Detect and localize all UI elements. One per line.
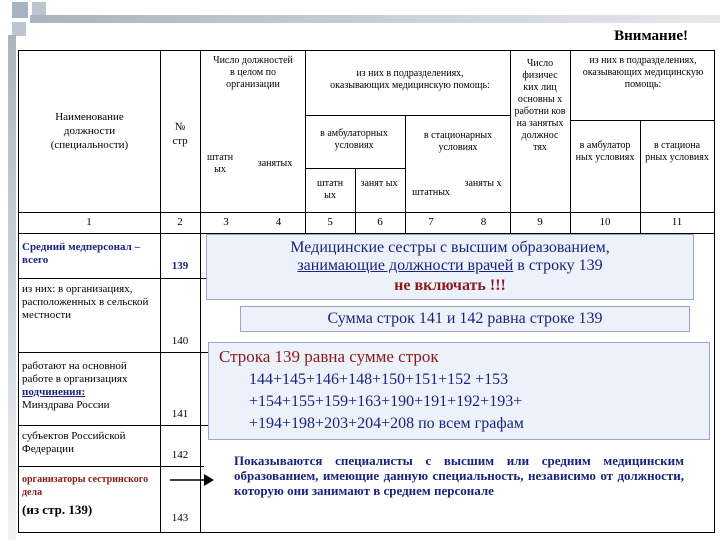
header-of-them-persons: из них в подразделениях, оказывающих медицинскую помощь: [582, 55, 704, 90]
header-name-col: Наименование должности (специальности) [50, 111, 129, 151]
row-label-142: субъектов Российской Федерации [22, 430, 126, 455]
col-number: 9 [537, 216, 543, 228]
header-persons: Число физичес ких лиц основны х работни ков на занятых должнос тях [514, 58, 566, 153]
note-sum-141-142-box [240, 306, 690, 332]
header-occupied: занятых [257, 158, 293, 169]
col-number: 2 [177, 216, 183, 228]
header-staff-inp: штатных [412, 187, 450, 198]
col-number: 6 [377, 216, 383, 228]
col-number: 8 [480, 216, 487, 228]
row-no-142: 142 [171, 449, 189, 461]
note-exclusion-line2 [207, 257, 693, 275]
note-specialists: Показываются специалисты с высшим или средним медицинским образованием, имеющие данную специальность, независимо от должности, которую они занимают в среднем персонале [234, 453, 684, 498]
row-label-141c: Минздрава России [22, 399, 110, 411]
note-row-139-title: Строка 139 равна сумме строк [219, 347, 439, 366]
header-persons-inpatient: в стациона рных условиях [645, 140, 709, 163]
row-no-139: 139 [171, 260, 189, 272]
note-exclusion-line2b: в строку 139 [513, 257, 603, 274]
col-number: 4 [275, 216, 282, 228]
header-staff-abbr: штатн ых [316, 178, 344, 201]
col-number: 11 [671, 216, 683, 228]
row-label-143 [22, 473, 156, 521]
row-no-140: 140 [171, 335, 189, 347]
corner-square [12, 22, 26, 36]
decor-bar-horizontal [30, 15, 720, 23]
row-label-143a: организаторы сестринского дела [22, 474, 149, 498]
note-row-139-line3: +194+198+203+204+208 по всем графам [249, 415, 524, 432]
decor-bar-vertical [8, 35, 16, 540]
header-staff: штатных [206, 152, 234, 175]
note-specialists-box [204, 450, 704, 524]
header-positions-total: Число должностей в целом по организации [213, 55, 293, 90]
row-label-139: Средний медперсонал – всего [22, 241, 140, 266]
col-number: 10 [599, 216, 611, 228]
col-number: 1 [86, 216, 92, 228]
note-exclusion-underlined: занимающие должности врачей [297, 257, 514, 274]
header-persons-outpatient: в амбулатор ных условиях [575, 140, 635, 163]
header-row-no: № стр [172, 121, 188, 147]
arrow-icon [170, 470, 214, 490]
row-label-141a: работают на основной работе в организациях [22, 360, 128, 385]
note-exclusion-line1: Медицинские сестры с высшим образованием, [290, 239, 610, 256]
row-label-140: из них: в организациях, расположенных в сельской местности [22, 283, 149, 321]
row-label-141 [22, 360, 156, 412]
header-inpatient: в стационарных условиях [423, 130, 493, 153]
header-occupied-inp: заняты х [464, 178, 502, 189]
note-row-139-sum-box [208, 342, 710, 440]
attention-label: Внимание! [614, 28, 688, 44]
corner-square [32, 2, 46, 16]
row-label-143b: (из стр. 139) [22, 502, 93, 517]
header-of-them-med: из них в подразделениях, оказывающих медицинскую помощь: [330, 68, 490, 91]
col-number: 5 [327, 216, 333, 228]
header-occupied-abbr: занят ых [360, 178, 398, 189]
note-sum-141-142: Сумма строк 141 и 142 равна строке 139 [327, 310, 603, 327]
note-exclusion-box [206, 234, 694, 300]
note-exclusion-line3: не включать !!! [394, 277, 506, 294]
col-number: 3 [223, 216, 229, 228]
corner-square [12, 2, 28, 18]
col-number: 7 [428, 216, 434, 228]
row-label-141b: подчинения: [22, 386, 86, 398]
row-no-141: 141 [171, 408, 189, 420]
note-row-139-line2: +154+155+159+163+190+191+192+193+ [249, 393, 523, 410]
note-row-139-line1: 144+145+146+148+150+151+152 +153 [249, 371, 509, 388]
header-outpatient: в амбулаторных условиях [320, 128, 388, 151]
row-no-143: 143 [171, 512, 189, 524]
